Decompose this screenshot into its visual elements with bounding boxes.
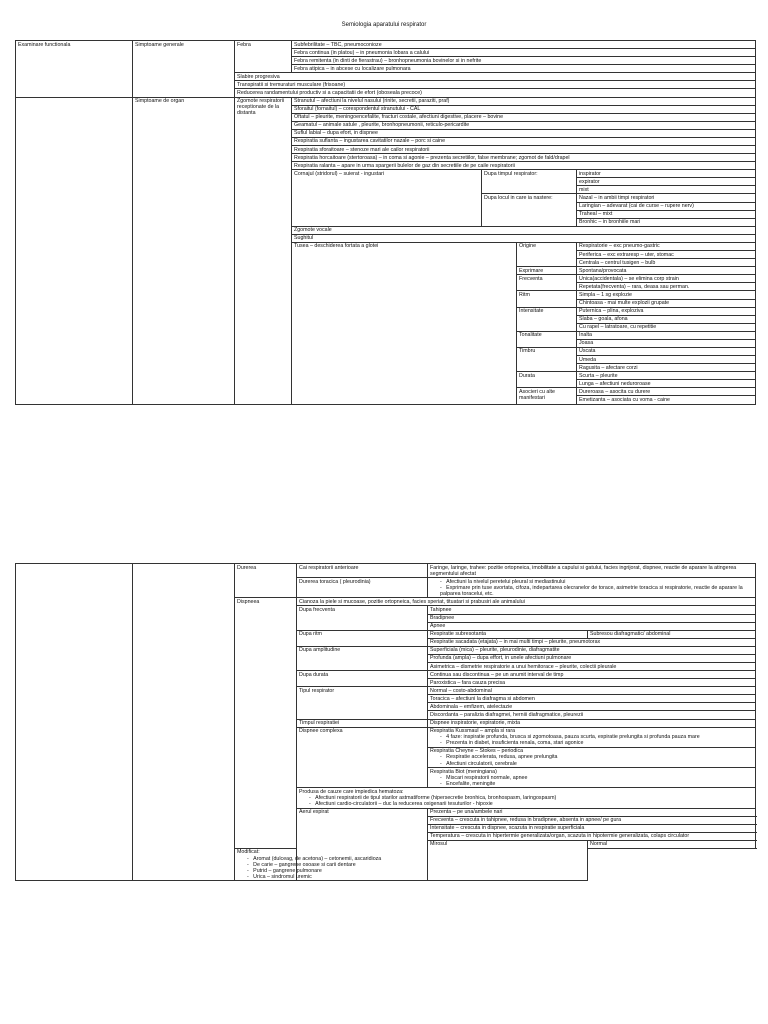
bullet-item: - Encefalite, meningite	[440, 780, 496, 787]
cell-intensitate: Intensitate	[517, 307, 577, 331]
cell-aer-item: Temperatura – crescuta in hipertermie generalizata/organ, scazuta in hipotermie generalizata, colaps circulator	[428, 832, 756, 840]
cell-zgomot-item: Stranutul – afectiuni la nivelul nasului (rinite, secretii, paraziti, praf)	[292, 97, 756, 105]
cell-tusea: Tusea – deschiderea fortata a glotei	[292, 242, 517, 404]
cell-aer-item: Intensitate – crescuta in dispnee, scazuta in respiratie superficiala	[428, 824, 756, 832]
cell-cheyne-stokes	[428, 747, 756, 767]
cell-tuse-item: Chintoasa - mai multe explozii grupate	[577, 299, 756, 307]
bullet-item: - Afectiuni circulatorii, cerebrale	[440, 760, 517, 767]
cell-zgomote: Zgomote respiratorii receptionate de la distanta	[235, 97, 292, 404]
cell-febra-item: Febra remitenta (in dinti de fierastrau) – bronhopneumonia bovinelor si in nefrite	[292, 57, 756, 65]
cell-durere-toracica: Durerea toracica ( pleurodinia)	[297, 578, 428, 598]
biot-title: Respiratia Biot (meningiana)	[430, 768, 497, 775]
cell-dispnee-item: Bradipnee	[428, 614, 756, 622]
cell-cornaj: Cornajul (stridorul) – suierat - ingustari	[292, 170, 482, 227]
cell-zgomot-item: Suflul labial – dupa efort, in dispnee	[292, 129, 756, 137]
cell-zgomote-vocale: Zgomote vocale	[292, 226, 756, 234]
kussmaul-title: Respiratia Kussmaul – ampla si rara	[430, 728, 516, 735]
cell-tuse-item: Emetizanta – asociata cu voma - caine	[577, 396, 756, 404]
cell-exprimare: Exprimare	[517, 267, 577, 275]
cell-zgomot-item: Respiratia suflanta – ingustarea cavitatilor nazale – porc si caine	[292, 137, 756, 145]
cell-dispnee-item: Abdominala – emfizem, atelectazie	[428, 703, 756, 711]
cell-aer-item: Frecventa – crescuta in tahipnee, redusa in bradipnee, absenta in apnee/ pe gura	[428, 816, 756, 824]
cell-ritm: Ritm	[517, 291, 577, 307]
cell-durerea: Durerea	[235, 564, 297, 598]
cell-cianoza: Cianoza la piele si mucoase, pozitie ortopneica, facies speriat, tituatari si prabusiri ale animalului	[297, 598, 756, 606]
cell-tuse-item: Uscata	[577, 347, 756, 355]
cell-dispnee-item: Tahipnee	[428, 606, 756, 614]
cell-simptoame-generale: Simptoame generale	[133, 41, 235, 98]
cell-tuse-item: Respiratorie – exc pneumo-gastric	[577, 242, 756, 250]
bullet-item: - Putrid – gangrene pulmonare	[247, 867, 322, 874]
cell-tuse-item: Periferica – exc extraresp – uter, stomac	[577, 251, 756, 259]
cell-tuse-item: Joasa	[577, 339, 756, 347]
cell-cornaj-item: Traheal – mixt	[577, 210, 756, 218]
cell-tuse-item: Puternica – plina, exploziva	[577, 307, 756, 315]
cell-dispnee-item: Profunda (ampla) – dupa effort, in unele afectiuni pulmonare	[428, 654, 756, 662]
cell-durere-item	[428, 578, 756, 598]
cell-tuse-item: Spontana/provocata	[577, 267, 756, 275]
cell-general-item: Slabire progresiva	[235, 73, 756, 81]
cell-febra-item: Febra continua (in platou) – in pneumonia lobara a calului	[292, 49, 756, 57]
cell-tuse-item: Umeda	[577, 356, 756, 364]
cell-tuse-item: Slaba – goala, afona	[577, 315, 756, 323]
bullet-item: - De carie – gangrene osoase si carii dentare	[247, 861, 356, 868]
respiratory-table-part1	[15, 40, 756, 405]
cell-dispnee-item: Toracica – afectiuni la diafragma si abdomen	[428, 695, 756, 703]
cell-dispnee-item: Superficiala (mica) – pleurite, pleurodinie, diafragmatite	[428, 646, 756, 654]
cell-dispnee-item: Normal – costo-abdominal	[428, 687, 756, 695]
cell-examinare: Examinare functionala	[16, 41, 133, 98]
cell-cornaj-item: expirator	[577, 178, 756, 186]
cell-cornaj-item: Laringian – adevarat (cai de curse – rupere nerv)	[577, 202, 756, 210]
cell-dispnee-item: Discordanta – paralizia diafragmei, herniii diafragmatice, pleurezii	[428, 711, 756, 719]
cell-normal: Normal	[588, 840, 756, 848]
cell-dupa-frecventa: Dupa frecventa	[297, 606, 428, 630]
cell-zgomot-item: Geamatul – animale satule , pleurite, bronhopneumonii, reticulo-pericardite	[292, 121, 756, 129]
cell-tuse-item: Cu rapel – latratoare, cu repetitie	[577, 323, 756, 331]
cell-tuse-item: Scurta – pleurite	[577, 372, 756, 380]
cell-tuse-item: Lunga – afectiuni neduroroase	[577, 380, 756, 388]
cell-dupa-ritm: Dupa ritm	[297, 630, 428, 646]
page-title: Semiologia aparatului respirator	[341, 22, 427, 28]
cell-dupa-loc: Dupa locul in care ia nastere:	[482, 194, 577, 226]
cell-dispnee-item: Continua sau discontinua – pe un anumit interval de timp	[428, 671, 756, 679]
cell-zgomot-item: Respiratia horcaitoare (stertoroasa) – in coma si agonie – prezenta secretiilor, false membrane; zgomot de fald/drapel	[292, 154, 756, 162]
cell-dupa-timp: Dupa timpul respirator:	[482, 170, 577, 194]
bullet-item: - Afectiuni respiratorii de tipul starilor astmatiforme (hipersecretie bronhica, bronhospasm, laringospasm)	[309, 794, 557, 801]
cell-aerul-expirat: Aerul expirat	[297, 808, 428, 881]
cell-tuse-item: Centrala – centrul tusigen – bulb	[577, 259, 756, 267]
cell-cai-resp: Cai respiratorii anterioare	[297, 564, 428, 578]
cell-dispnee-item: Apnee	[428, 622, 756, 630]
cell-durere-item: Faringe, laringe, trahee: pozitie ortopneica, imobilitate a capului si gatului, facies ingrijorat, dispnee, reactie de aparare la atingerea segmentului afectat	[428, 564, 756, 578]
cell-febra: Febra	[235, 41, 292, 73]
cauze-title: Produsa de cauze care impiedica hematoza:	[299, 788, 404, 795]
cell-frecventa: Frecventa	[517, 275, 577, 291]
cell-cornaj-item: inspirator	[577, 170, 756, 178]
cell-tuse-item: Simpla – 1 sg explozie	[577, 291, 756, 299]
cell-zgomot-item: Oftatul – pleurite, meningoencefalite, fracturi costale, afectiuni digestive, placere – bovine	[292, 113, 756, 121]
cell-dupa-amplitudine: Dupa amplitudine	[297, 646, 428, 670]
cell-zgomot-item: Respiratia ralanta – apare in urma spargerii bulelor de gaz din secretiile de pe caile respiratorii	[292, 162, 756, 170]
cell-cornaj-item: mixt	[577, 186, 756, 194]
cell-febra-item: Subfebrilitate – TBC, pneumoconioze	[292, 41, 756, 49]
cell-zgomot-item: Sforaitul (fornaitul) – corespondentul stranutului - CAL	[292, 105, 756, 113]
cell-asocieri: Asocieri cu alte manifestari	[517, 388, 577, 404]
cell-empty	[133, 564, 235, 881]
cell-timbru: Timbru	[517, 347, 577, 371]
cell-dispnee-complexa: Dispnee complexa	[297, 727, 428, 788]
cell-tuse-item: Dureroasa – asocita cu durere	[577, 388, 756, 396]
modificat-title: Modificat:	[237, 849, 260, 856]
cell-tuse-item: Repetata(frecventa) – rara, deasa sau perman.	[577, 283, 756, 291]
cell-biot	[428, 768, 756, 788]
cell-tipul-respirator: Tipul respirator	[297, 687, 428, 719]
cell-tuse-item: Ragusita – afectare corzi	[577, 364, 756, 372]
cell-kussmaul	[428, 727, 756, 747]
cell-empty	[16, 564, 133, 881]
cell-modificat	[235, 848, 428, 880]
bullet-item: - Afectiuni cardio-circulatorii – duc la reducerea oxigenarii tesuturilor - hipoxie	[309, 801, 493, 807]
cell-cornaj-item: Bronhic – in bronhiile mari	[577, 218, 756, 226]
bullet-item: - Urica – sindromul uremic	[247, 873, 312, 880]
bullet-item: - Respiratie accelerata, redusa, apnee prelungita	[440, 754, 558, 761]
cell-empty	[16, 97, 133, 404]
cell-dupa-durata: Dupa durata	[297, 671, 428, 687]
cell-dispnee-item: Paroxistica – fara cauza precisa	[428, 679, 756, 687]
cell-cornaj-item: Nazal – in ambii timpi respiratori	[577, 194, 756, 202]
cell-tonalitate: Tonalitate	[517, 331, 577, 347]
bullet-item: - Aromat (dulceag, de acetona) – cetonemii, ascaridioza	[247, 855, 382, 862]
cell-dispnee-item: Respiratie sacadata (etajata) – in mai multi timpi – pleurite, pneumotorax	[428, 638, 756, 646]
cell-dispnee-item: Dispnee inspiratorie, expiratorie, mixta	[428, 719, 756, 727]
cell-tuse-item: Inalta	[577, 331, 756, 339]
cell-general-item: Transpiratii si tremuraturi musculare (frisoane)	[235, 81, 756, 89]
cell-dispnee-item: Respiratie subresotanta	[428, 630, 588, 638]
cell-aer-item: Prezenta – pe una/ambele nari	[428, 808, 756, 816]
bullet-item: - 4 faze: inspiratie profunda, brusca si zgomotoasa, pauza scurta, expiratie prelungita si profunda pauza mare	[440, 734, 700, 741]
cell-durata: Durata	[517, 372, 577, 388]
cell-origine: Origine	[517, 242, 577, 266]
cell-mirosul: Mirosul	[428, 840, 588, 880]
bullet-item: - Prezenta in diabet, insuficienta renala, coma, stari agonice	[440, 740, 584, 747]
cell-tuse-item: Unica(accidentala) – se elimina corp strain	[577, 275, 756, 283]
cell-cauze-hematoza	[297, 788, 756, 808]
cell-dispnee-item: Subresou diafragmatic/ abdominal	[588, 630, 756, 638]
bullet-item: - Exprimare prin tuse avortata, cifoza, indepartarea olecranelor de torace, asimetrie toracica si respiratorie, reactie de aparare la palparea toracelui, etc.	[440, 584, 743, 597]
bullet-item: - Afectiuni la nivelul peretelui pleural si mediastinului	[440, 578, 566, 585]
cell-general-item: Reducerea randamentului productiv si a capacitatii de efort (oboseala precoce)	[235, 89, 756, 97]
cell-dispneea: Dispneea	[235, 598, 297, 849]
cell-febra-item: Febra atipica – in abcese cu localizare pulmonara	[292, 65, 756, 73]
cell-dispnee-item: Asimetrica – dismetrie respiratorie a unui hemitorace – pleurite, colectii pleurale	[428, 663, 756, 671]
cheyne-title: Respiratia Cheyne – Stokes – periodica	[430, 748, 524, 755]
cell-zgomot-item: Respiratia sforaitoare – stenoze mari ale cailor respiratorii	[292, 146, 756, 154]
cell-timpul-respiratiei: Timpul respiratiei	[297, 719, 428, 727]
respiratory-table-part2	[15, 563, 756, 881]
cell-simptoame-organ: Simptoame de organ	[133, 97, 235, 404]
bullet-item: - Miscari respiratorii normale, apnee	[440, 774, 528, 781]
cell-sughitul: Sughitul	[292, 234, 756, 242]
